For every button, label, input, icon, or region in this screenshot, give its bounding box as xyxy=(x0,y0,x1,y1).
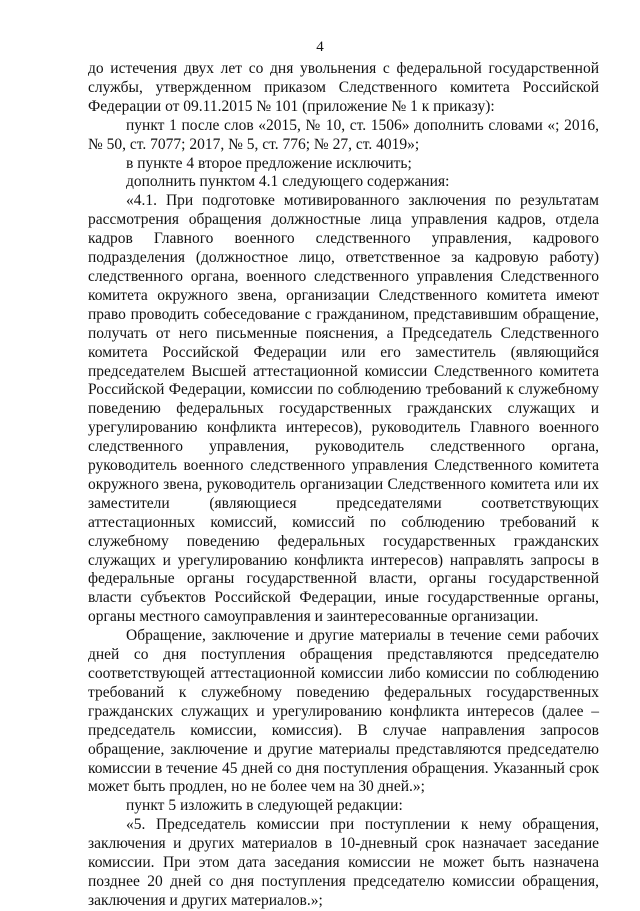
paragraph-clause-4-1-continued: Обращение, заключение и другие материалы в течение семи рабочих дней со дня поступления обращения представляются председателю соответствующей аттестационной комиссии либо комиссии по соблюдению требований к служебному поведению федеральных государственных гражданских служащих и урегулированию конфликта интересов (далее – председатель комиссии, комиссия). В случае направления запросов обращение, заключение и другие материалы представляются председателю комиссии в течение 45 дней со дня поступления обращения. Указанный срок может быть продлен, но не более чем на 30 дней.»; xyxy=(88,627,599,796)
page-number: 4 xyxy=(316,39,324,55)
paragraph-item-4: в пункте 4 второе предложение исключить; xyxy=(126,154,412,172)
paragraph-item-1: пункт 1 после слов «2015, № 10, ст. 1506» дополнить словами «; 2016, № 50, ст. 7077; 2017, № 5, ст. 776; № 27, ст. 4019»; xyxy=(88,116,599,153)
paragraph-continuation: до истечения двух лет со дня увольнения с федеральной государственной службы, утвержденном приказом Следственного комитета Российской Федерации от 09.11.2015 № 101 (приложение № 1 к приказу): xyxy=(88,60,599,115)
paragraph-add-4-1: дополнить пунктом 4.1 следующего содержания: xyxy=(126,173,450,191)
paragraph-item-5: пункт 5 изложить в следующей редакции: xyxy=(126,797,403,815)
paragraph-clause-5: «5. Председатель комиссии при поступлении к нему обращения, заключения и других материалов в 10-дневный срок назначает заседание комиссии. При этом дата заседания комиссии не может быть назначена позднее 20 дней со дня поступления председателю комиссии обращения, заключения и других материалов.»; xyxy=(88,816,599,909)
document-body xyxy=(88,60,599,911)
paragraph-clause-4-1: «4.1. При подготовке мотивированного заключения по результатам рассмотрения обращения должностные лица управления кадров, отдела кадров Главного военного следственного управления, кадрового подразделения (должностное лицо, ответственное за кадровую работу) следственного органа, военного следственного управления Следственного комитета окружного звена, организации Следственного комитета имеют право проводить собеседование с гражданином, представившим обращение, получать от него письменные пояснения, а Председатель Следственного комитета Российской Федерации или его заместитель (являющийся председателем Высшей аттестационной комиссии Следственного комитета Российской Федерации, комиссии по соблюдению требований к служебному поведению федеральных государственных гражданских служащих и урегулированию конфликта интересов), руководитель Главного военного следственного управления, руководитель следственного органа, руководитель военного следственного управления Следственного комитета окружного звена, руководитель организации Следственного комитета или их заместители (являющиеся председателями соответствующих аттестационных комиссий, комиссий по соблюдению требований к служебному поведению федеральных государственных гражданских служащих и урегулированию конфликта интересов) направлять запросы в федеральные органы государственной власти, органы государственной власти субъектов Российской Федерации, иные государственные органы, органы местного самоуправления и заинтересованные организации. xyxy=(88,192,599,626)
